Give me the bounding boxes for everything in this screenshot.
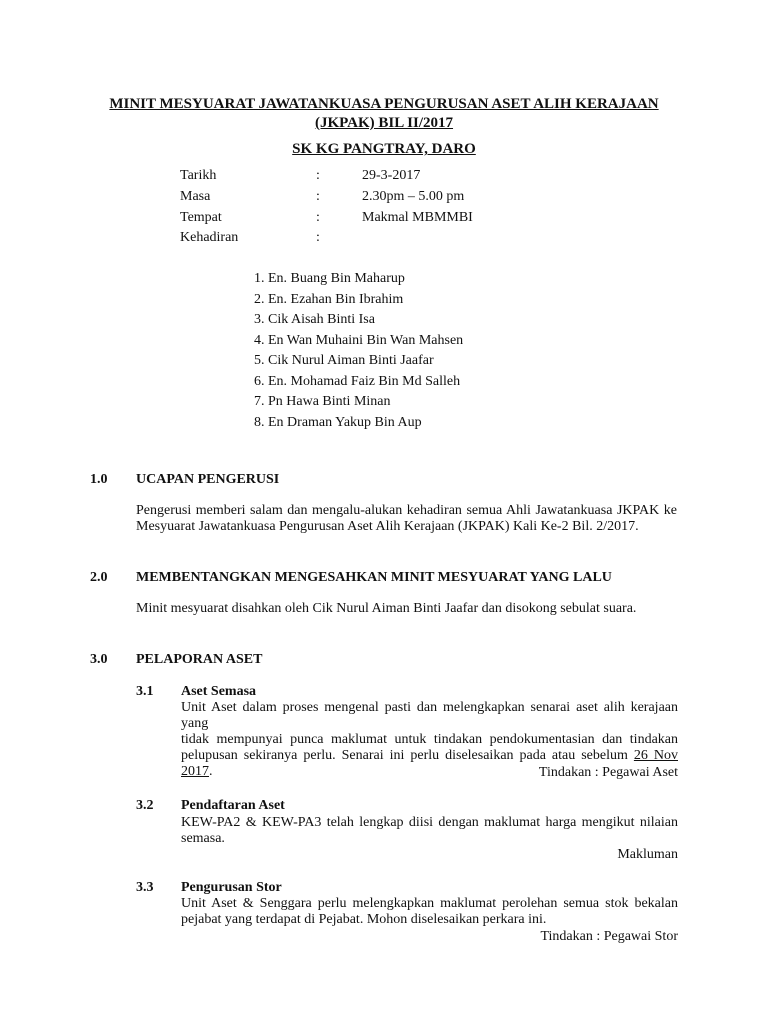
subsection-heading: Pendaftaran Aset	[181, 798, 285, 813]
paragraph-text: pelupusan sekiranya perlu. Senarai ini perlu diselesaikan pada atau sebelum	[181, 748, 634, 763]
list-item: 7. Pn Hawa Binti Minan	[254, 394, 391, 409]
paragraph-line: Pengerusi memberi salam dan mengalu-alukan kehadiran semua Ahli Jawatankuasa JKPAK ke	[136, 503, 677, 518]
doc-title-line2: (JKPAK) BIL II/2017	[314, 115, 454, 131]
action-note: Tindakan : Pegawai Aset	[538, 765, 678, 780]
paragraph-line: KEW-PA2 & KEW-PA3 telah lengkap diisi dengan maklumat harga mengikut nilaian	[181, 815, 678, 830]
paragraph-text: .	[209, 764, 213, 779]
paragraph-line: Mesyuarat Jawatankuasa Pengurusan Aset Alih Kerajaan (JKPAK) Kali Ke-2 Bil. 2/2017.	[136, 519, 639, 534]
paragraph-line: pejabat yang terdapat di Pejabat. Mohon diselesaikan perkara ini.	[181, 912, 547, 927]
subsection-heading: Aset Semasa	[181, 684, 257, 699]
detail-colon: :	[316, 168, 320, 183]
list-item: 8. En Draman Yakup Bin Aup	[254, 415, 422, 430]
detail-colon: :	[316, 189, 320, 204]
paragraph-line: semasa.	[181, 831, 225, 846]
list-item: 6. En. Mohamad Faiz Bin Md Salleh	[254, 374, 461, 389]
detail-value-time: 2.30pm – 5.00 pm	[362, 189, 465, 204]
detail-label-time: Masa	[180, 189, 211, 204]
detail-value-date: 29-3-2017	[362, 168, 421, 183]
subsection-heading: Pengurusan Stor	[181, 880, 282, 895]
action-note: Tindakan : Pegawai Stor	[540, 929, 678, 944]
section-paragraph	[136, 503, 677, 535]
section-number: 3.0	[90, 652, 108, 667]
section-heading: PELAPORAN ASET	[136, 652, 263, 667]
paragraph-line: Unit Aset dalam proses mengenal pasti dan melengkapkan senarai aset alih kerajaan yang	[181, 700, 678, 731]
section-paragraph: Minit mesyuarat disahkan oleh Cik Nurul Aiman Binti Jaafar dan disokong sebulat suara.	[136, 601, 637, 616]
detail-label-place: Tempat	[180, 210, 222, 225]
action-note: Makluman	[617, 847, 678, 862]
detail-label-date: Tarikh	[180, 168, 217, 183]
section-number: 1.0	[90, 472, 108, 487]
detail-value-place: Makmal MBMMBI	[362, 210, 473, 225]
doc-title-line1: MINIT MESYUARAT JAWATANKUASA PENGURUSAN ASET ALIH KERAJAAN	[109, 96, 659, 112]
subsection-number: 3.3	[136, 880, 154, 895]
paragraph-line: tidak mempunyai punca maklumat untuk tindakan pendokumentasian dan tindakan	[181, 732, 678, 747]
list-item: 4. En Wan Muhaini Bin Wan Mahsen	[254, 333, 464, 348]
subsection-paragraph	[181, 815, 678, 847]
section-number: 2.0	[90, 570, 108, 585]
subsection-number: 3.2	[136, 798, 154, 813]
subsection-paragraph	[181, 896, 678, 928]
subsection-number: 3.1	[136, 684, 154, 699]
list-item: 1. En. Buang Bin Maharup	[254, 271, 405, 286]
section-heading: MEMBENTANGKAN MENGESAHKAN MINIT MESYUARAT YANG LALU	[136, 570, 612, 585]
detail-label-attendance: Kehadiran	[180, 230, 239, 245]
detail-colon: :	[316, 210, 320, 225]
detail-colon: :	[316, 230, 320, 245]
paragraph-line: Unit Aset & Senggara perlu melengkapkan maklumat perolehan semua stok bekalan	[181, 896, 678, 911]
deadline-date: 26 Nov 2017	[181, 748, 678, 779]
list-item: 5. Cik Nurul Aiman Binti Jaafar	[254, 353, 434, 368]
list-item: 3. Cik Aisah Binti Isa	[254, 312, 375, 327]
section-heading: UCAPAN PENGERUSI	[136, 472, 280, 487]
list-item: 2. En. Ezahan Bin Ibrahim	[254, 292, 404, 307]
doc-subtitle: SK KG PANGTRAY, DARO	[292, 141, 476, 157]
